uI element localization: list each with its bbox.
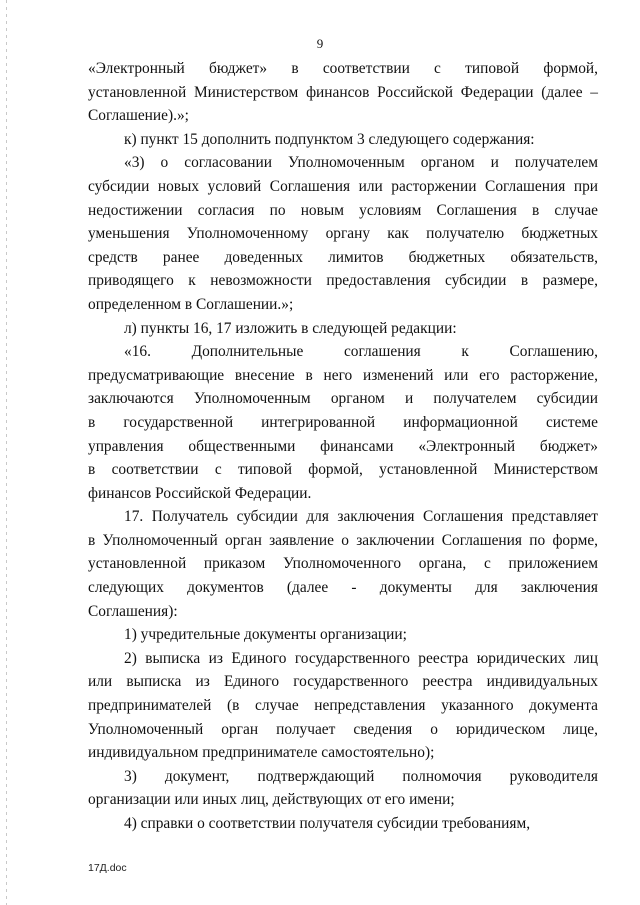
- text-line: в государственной интегрированной информационной системе: [88, 413, 598, 431]
- text-line: недостижении согласия по новым условиям Соглашения в случае: [88, 201, 598, 219]
- text-line: 17. Получатель субсидии для заключения Соглашения представляет: [124, 508, 598, 526]
- page-number: 9: [316, 36, 324, 51]
- text-line: «16. Дополнительные соглашения к Соглашению,: [124, 343, 598, 361]
- text-line: 1) учредительные документы организации;: [124, 626, 407, 644]
- text-line: следующих документов (далее - документы для заключения: [88, 579, 598, 597]
- paragraph: [88, 505, 598, 623]
- text-line: предпринимателей (в случае непредставления указанного документа: [88, 697, 598, 715]
- text-line: 2) выписка из Единого государственного реестра юридических лиц: [124, 649, 598, 667]
- text-line: предусматривающие внесение в него изменений или его расторжение,: [88, 366, 598, 384]
- paragraph: [88, 57, 598, 128]
- paragraph: [88, 812, 598, 836]
- text-line: «Электронный бюджет» в соответствии с типовой формой,: [88, 60, 598, 77]
- text-line: 3) документ, подтверждающий полномочия руководителя: [124, 767, 598, 785]
- text-line: или выписка из Единого государственного реестра индивидуальных: [88, 673, 598, 691]
- text-line: л) пункты 16, 17 изложить в следующей редакции:: [124, 319, 457, 337]
- text-line: в соответствии с типовой формой, установленной Министерством: [88, 461, 598, 479]
- text-line: «3) о согласовании Уполномоченным органом и получателем: [124, 154, 598, 172]
- text-line: Уполномоченный орган получает сведения о юридическом лице,: [88, 720, 598, 738]
- paragraph: [88, 647, 598, 765]
- text-line: уменьшения Уполномоченному органу как получателю бюджетных: [88, 225, 598, 243]
- text-line: индивидуальном предпринимателе самостоятельно);: [88, 744, 435, 762]
- paragraph: [88, 765, 598, 812]
- file-name-footer: 17Д.doc: [88, 862, 127, 874]
- text-line: средств ранее доведенных лимитов бюджетных обязательств,: [88, 248, 598, 266]
- text-line: установленной приказом Уполномоченного органа, с приложением: [88, 555, 598, 573]
- paragraph: [88, 623, 598, 647]
- text-line: организации или иных лиц, действующих от его имени;: [88, 791, 455, 809]
- paragraph: [88, 128, 598, 152]
- text-line: управления общественными финансами «Электронный бюджет»: [88, 437, 598, 455]
- text-line: приводящего к невозможности предоставления субсидии в размере,: [88, 272, 598, 290]
- paragraph: [88, 340, 598, 505]
- text-line: к) пункт 15 дополнить подпунктом 3 следующего содержания:: [124, 130, 535, 148]
- text-line: определенном в Соглашении.»;: [88, 295, 294, 313]
- text-line: заключаются Уполномоченным органом и получателем субсидии: [88, 390, 598, 408]
- text-line: Соглашения):: [88, 602, 178, 620]
- paragraph: [88, 151, 598, 316]
- text-line: финансов Российской Федерации.: [88, 484, 312, 502]
- text-line: в Уполномоченный орган заявление о заключении Соглашения по форме,: [88, 531, 598, 549]
- text-line: 4) справки о соответствии получателя субсидии требованиям,: [124, 815, 531, 832]
- text-line: установленной Министерством финансов Российской Федерации (далее –: [88, 83, 598, 101]
- paragraph: [88, 317, 598, 341]
- document-body: [88, 57, 598, 836]
- text-line: субсидии новых условий Соглашения или расторжении Соглашения при: [88, 177, 598, 195]
- text-line: Соглашение).»;: [88, 107, 189, 125]
